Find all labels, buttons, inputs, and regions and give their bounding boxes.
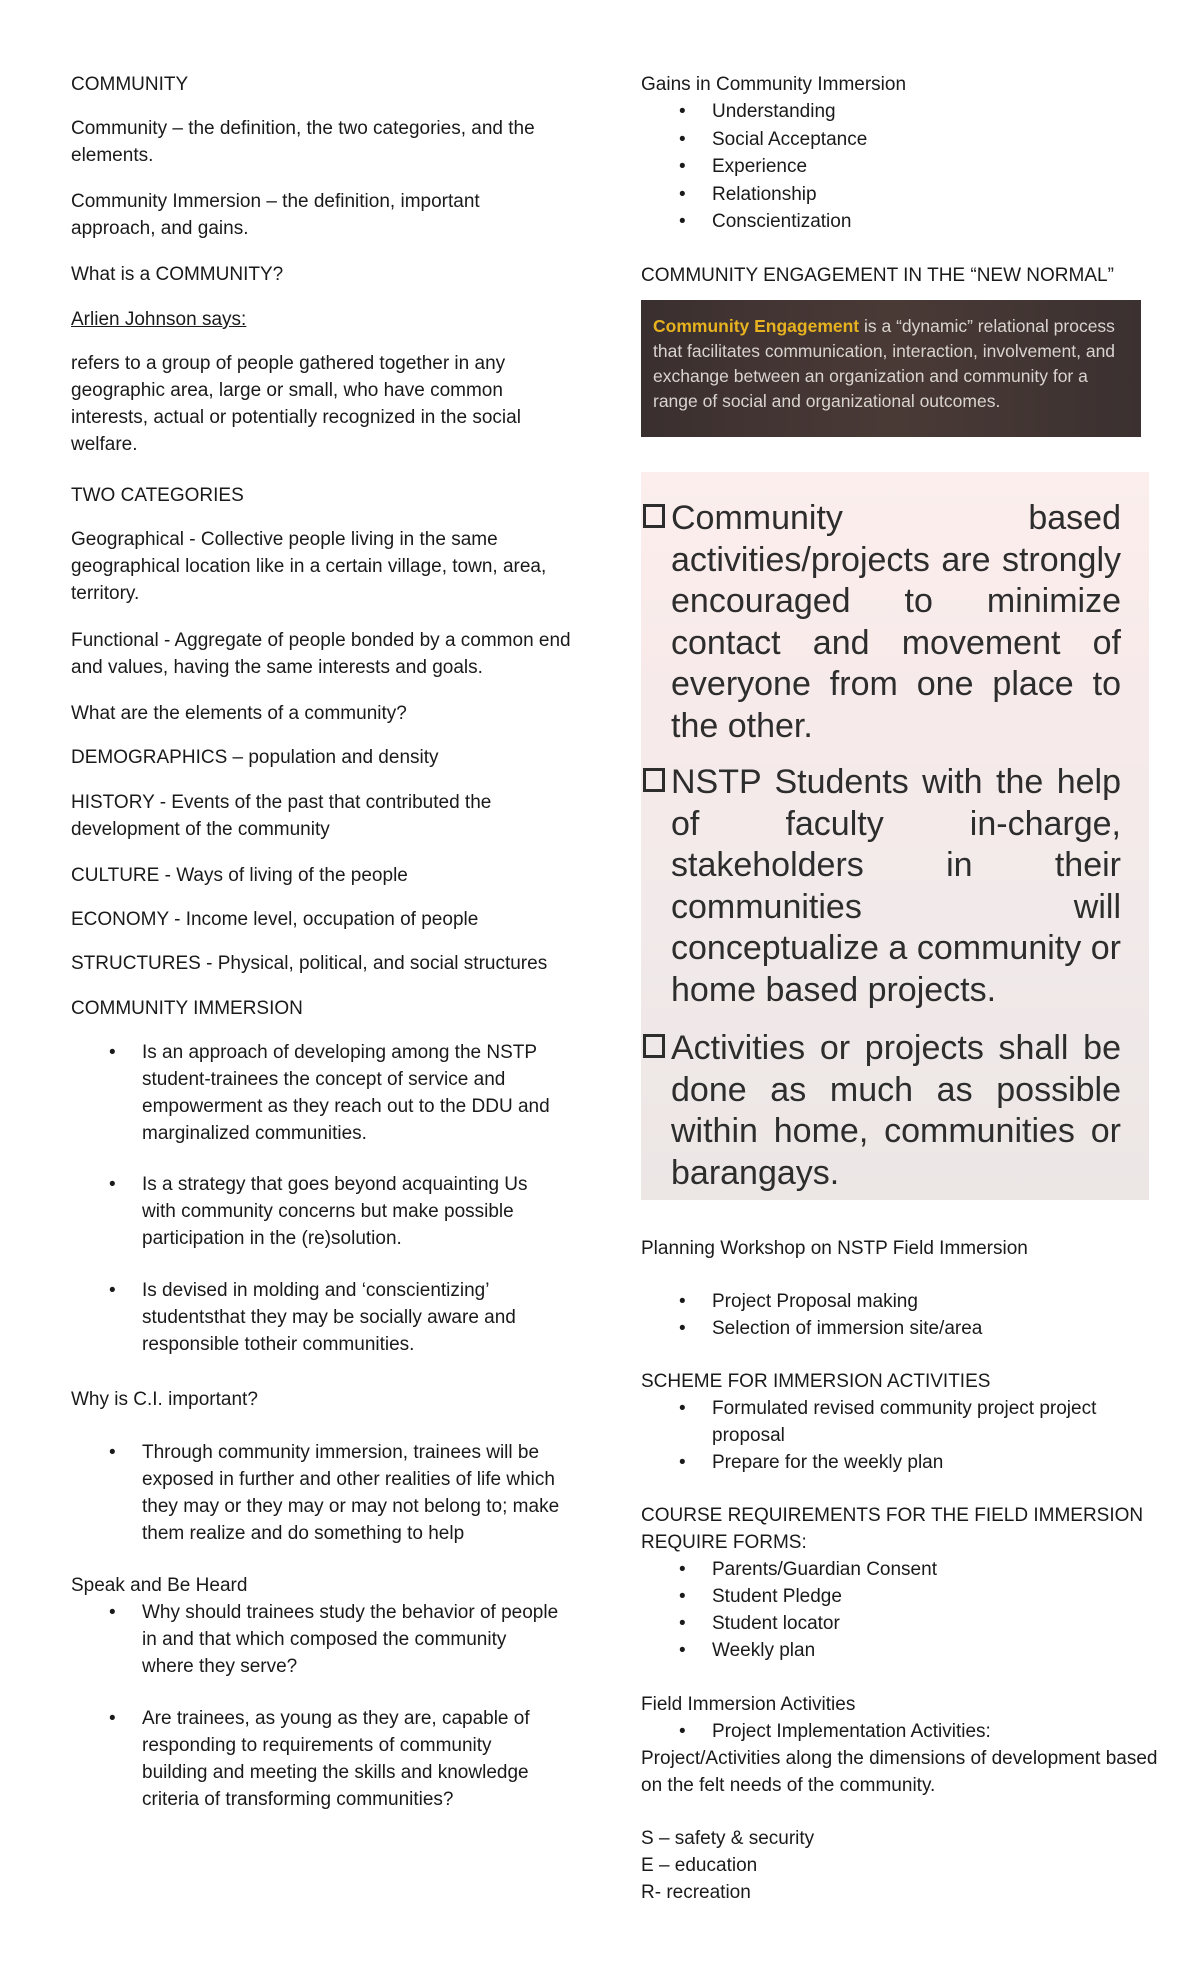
- checkbox-icon: [643, 768, 665, 792]
- element-history: HISTORY - Events of the past that contributed the development of the community: [71, 792, 492, 840]
- list-item: • Is a strategy that goes beyond acquainting Us with community concerns but make possible participation in the (re)solution.: [142, 1171, 562, 1252]
- checkbox-icon: [643, 1034, 665, 1058]
- graphic-item-text: Activities or projects shall be done as much as possible within home, communities or barangays.: [671, 1029, 1121, 1192]
- category-geographical: Geographical - Collective people living in the same geographical location like in a certain village, town, area, territory.: [71, 529, 547, 604]
- ci-heading: COMMUNITY IMMERSION: [71, 998, 303, 1019]
- ser-education: E – education: [641, 1855, 758, 1876]
- planning-heading: Planning Workshop on NSTP Field Immersion: [641, 1238, 1028, 1259]
- ser-safety: S – safety & security: [641, 1828, 815, 1849]
- element-economy: ECONOMY - Income level, occupation of people: [71, 909, 479, 930]
- checkbox-icon: [643, 504, 665, 528]
- intro-immersion: Community Immersion – the definition, important approach, and gains.: [71, 191, 480, 239]
- list-item: • Project Proposal making: [712, 1288, 1152, 1315]
- speak-heading: Speak and Be Heard: [71, 1575, 248, 1596]
- list-item: • Student locator: [712, 1610, 1152, 1637]
- list-item: • Formulated revised community project project proposal: [712, 1395, 1152, 1449]
- heading-community: COMMUNITY: [71, 74, 189, 95]
- list-item: • Social Acceptance: [712, 126, 1132, 153]
- graphic-item: [671, 1028, 1121, 1194]
- scheme-heading: SCHEME FOR IMMERSION ACTIVITIES: [641, 1371, 991, 1392]
- list-item: • Experience: [712, 153, 1132, 180]
- graphic-item-text: NSTP Students with the help of faculty in-charge, stakeholders in their communities will conceptualize a community or home based projects.: [671, 763, 1121, 1009]
- engagement-heading: COMMUNITY ENGAGEMENT IN THE “NEW NORMAL”: [641, 265, 1114, 286]
- graphic-item-text: Community based activities/projects are strongly encouraged to minimize contact and movement of everyone from one place to the other.: [671, 499, 1121, 745]
- why-heading: Why is C.I. important?: [71, 1389, 258, 1410]
- list-item: • Are trainees, as young as they are, capable of responding to requirements of community building and meeting the skills and knowledge criteria of transforming communities?: [142, 1705, 562, 1813]
- list-item: • Project Implementation Activities:: [712, 1718, 1152, 1745]
- list-item: • Student Pledge: [712, 1583, 1152, 1610]
- list-item: • Relationship: [712, 181, 1132, 208]
- gains-heading: Gains in Community Immersion: [641, 74, 907, 95]
- list-item: • Why should trainees study the behavior of people in and that which composed the community where they serve?: [142, 1599, 562, 1680]
- new-normal-graphic: [641, 472, 1149, 1200]
- question-community: What is a COMMUNITY?: [71, 264, 284, 285]
- list-item: • Is an approach of developing among the NSTP student-trainees the concept of service and empowerment as they reach out to the DDU and marginalized communities.: [142, 1039, 562, 1147]
- graphic-item: [671, 498, 1121, 747]
- graphic-item: [671, 762, 1121, 1011]
- banner-text: [653, 314, 1131, 414]
- category-functional: Functional - Aggregate of people bonded by a common end and values, having the same interests and goals.: [71, 630, 571, 678]
- definition-text: refers to a group of people gathered together in any geographic area, large or small, who have common interests, actual or potentially recognized in the social welfare.: [71, 353, 521, 455]
- banner-body: is a “dynamic” relational process that facilitates communication, interaction, involvement, and exchange between an organization and community for a range of social and organizational outcomes.: [653, 316, 1116, 411]
- elements-question: What are the elements of a community?: [71, 703, 407, 724]
- element-structures: STRUCTURES - Physical, political, and social structures: [71, 953, 548, 974]
- element-culture: CULTURE - Ways of living of the people: [71, 865, 408, 886]
- course-heading: COURSE REQUIREMENTS FOR THE FIELD IMMERSION REQUIRE FORMS:: [641, 1505, 1144, 1553]
- list-item: • Conscientization: [712, 208, 1132, 235]
- list-item: • Selection of immersion site/area: [712, 1315, 1152, 1342]
- list-item: • Understanding: [712, 98, 1132, 125]
- list-item: • Through community immersion, trainees will be exposed in further and other realities of life which they may or they may or may not belong to; make them realize and do something to help: [142, 1439, 572, 1547]
- banner-highlight: Community Engagement: [653, 316, 860, 336]
- element-demographics: DEMOGRAPHICS – population and density: [71, 747, 439, 768]
- list-item: • Weekly plan: [712, 1637, 1152, 1664]
- list-item: • Parents/Guardian Consent: [712, 1556, 1152, 1583]
- field-heading: Field Immersion Activities: [641, 1694, 856, 1715]
- list-item: • Prepare for the weekly plan: [712, 1449, 1152, 1476]
- list-item: • Is devised in molding and ‘conscientizing’ studentsthat they may be socially aware and responsible totheir communities.: [142, 1277, 562, 1358]
- author-line: Arlien Johnson says:: [71, 309, 247, 330]
- categories-heading: TWO CATEGORIES: [71, 485, 244, 506]
- engagement-banner-image: [641, 300, 1141, 437]
- ser-recreation: R- recreation: [641, 1882, 751, 1903]
- field-text: Project/Activities along the dimensions of development based on the felt needs of the community.: [641, 1748, 1158, 1796]
- intro-community: Community – the definition, the two categories, and the elements.: [71, 118, 535, 166]
